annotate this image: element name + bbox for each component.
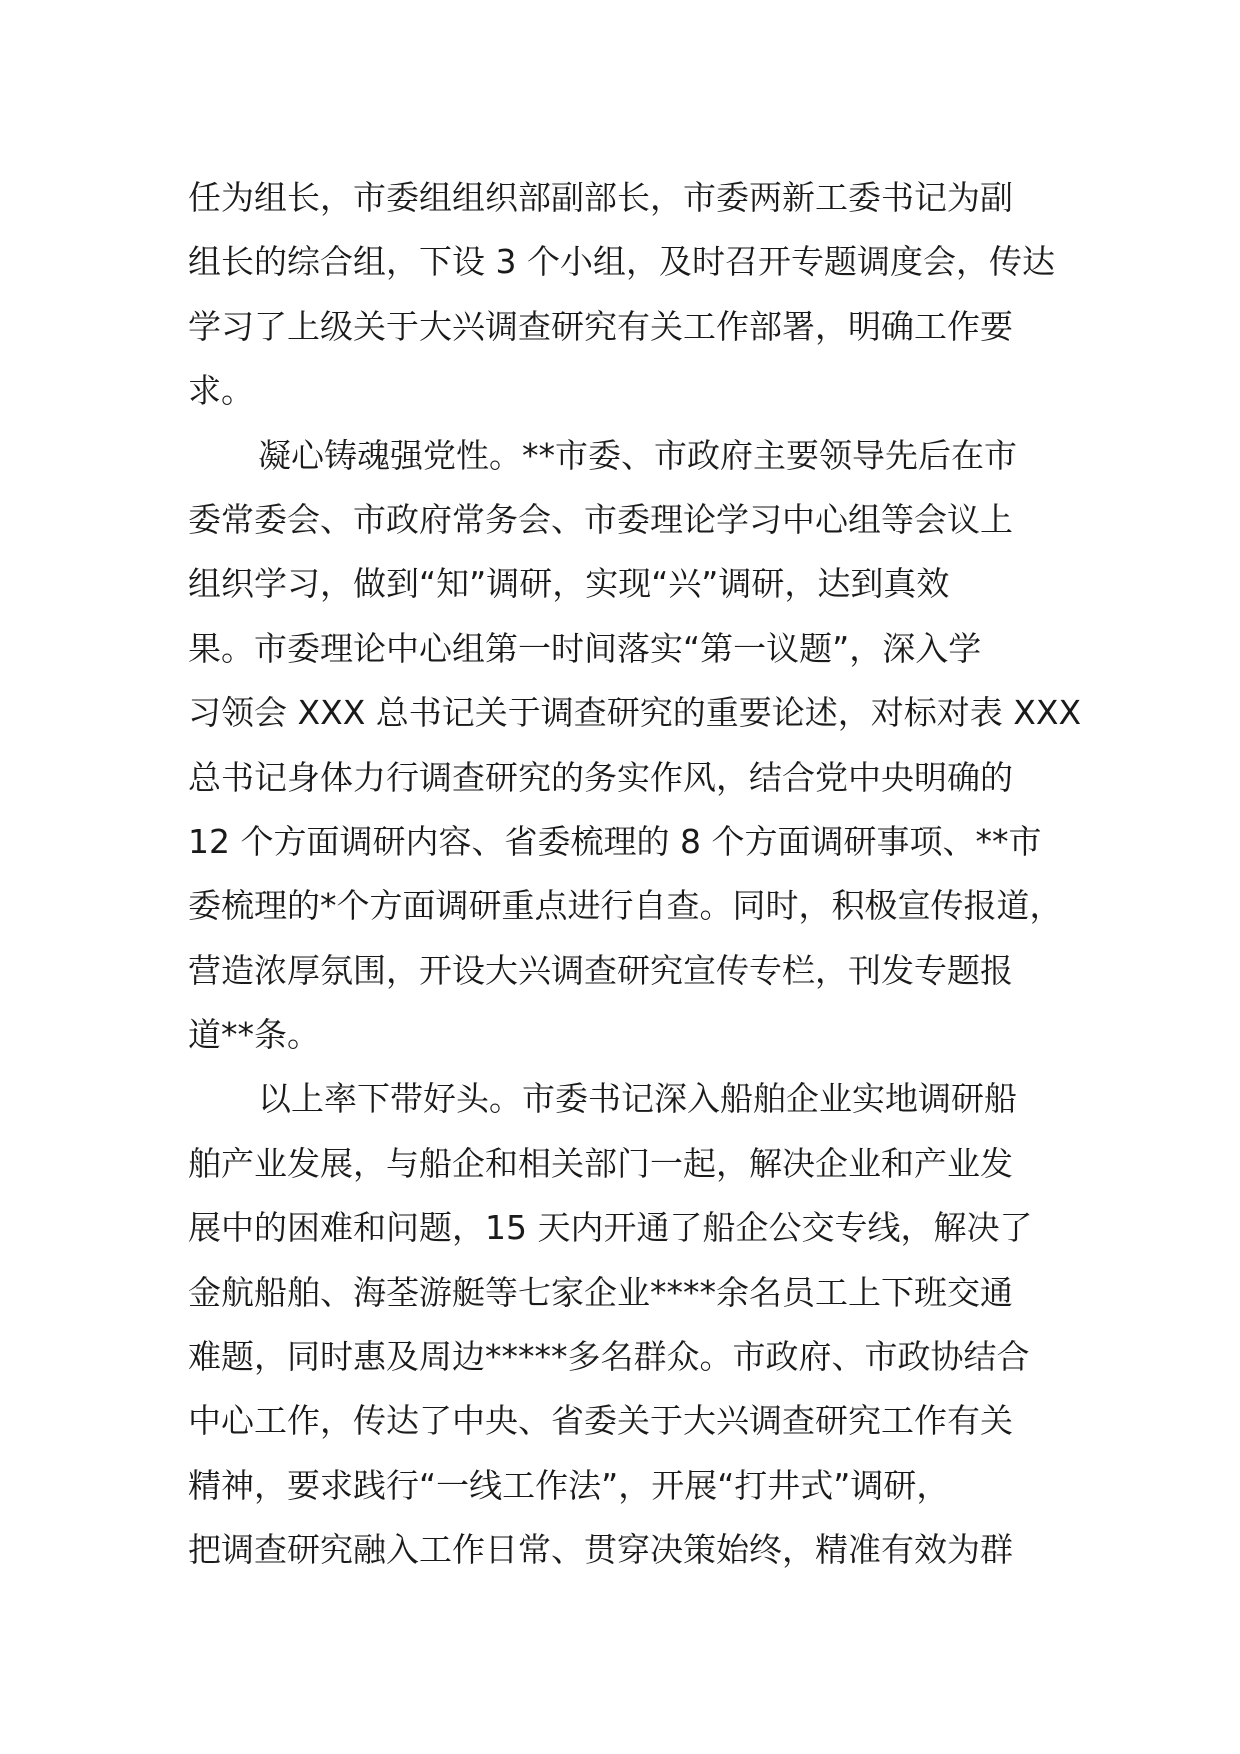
text-line: 委常委会、市政府常务会、市委理论学习中心组等会议上 bbox=[188, 499, 1013, 539]
paragraph-heading-line: 凝心铸魂强党性。**市委、市政府主要领导先后在市 bbox=[258, 435, 1017, 475]
text-line: 道**条。 bbox=[188, 1015, 320, 1055]
text-line: 精神，要求践行“一线工作法”，开展“打井式”调研， bbox=[188, 1465, 950, 1505]
text-line: 难题，同时惠及周边*****多名群众。市政府、市政协结合 bbox=[188, 1337, 1030, 1377]
text-line: 总书记身体力行调查研究的务实作风，结合党中央明确的 bbox=[188, 757, 1013, 797]
text-line: 营造浓厚氛围，开设大兴调查研究宣传专栏，刊发专题报 bbox=[188, 950, 1013, 990]
text-line: 果。市委理论中心组第一时间落实“第一议题”，深入学 bbox=[188, 628, 982, 668]
text-line: 把调查研究融入工作日常、贯穿决策始终，精准有效为群 bbox=[188, 1530, 1013, 1570]
text-line: 习领会 XXX 总书记关于调查研究的重要论述，对标对表 XXX bbox=[188, 693, 1082, 733]
text-line: 求。 bbox=[188, 371, 254, 411]
text-line: 12 个方面调研内容、省委梳理的 8 个方面调研事项、**市 bbox=[188, 821, 1042, 861]
text-line: 学习了上级关于大兴调查研究有关工作部署，明确工作要 bbox=[188, 306, 1013, 346]
document-body bbox=[188, 166, 1088, 1583]
text-line: 组织学习，做到“知”调研，实现“兴”调研，达到真效 bbox=[188, 564, 950, 604]
text-line: 展中的困难和问题，15 天内开通了船企公交专线，解决了 bbox=[188, 1208, 1033, 1248]
text-line: 金航船舶、海荃游艇等七家企业****余名员工上下班交通 bbox=[188, 1272, 1013, 1312]
text-line: 任为组长，市委组组织部副部长，市委两新工委书记为副 bbox=[188, 178, 1013, 217]
text-line: 组长的综合组，下设 3 个小组，及时召开专题调度会，传达 bbox=[188, 242, 1055, 282]
paragraph-heading-line: 以上率下带好头。市委书记深入船舶企业实地调研船 bbox=[258, 1079, 1017, 1119]
text-line: 委梳理的*个方面调研重点进行自查。同时，积极宣传报道， bbox=[188, 886, 1063, 926]
text-line: 舶产业发展，与船企和相关部门一起，解决企业和产业发 bbox=[188, 1143, 1013, 1183]
text-line: 中心工作，传达了中央、省委关于大兴调查研究工作有关 bbox=[188, 1401, 1013, 1441]
